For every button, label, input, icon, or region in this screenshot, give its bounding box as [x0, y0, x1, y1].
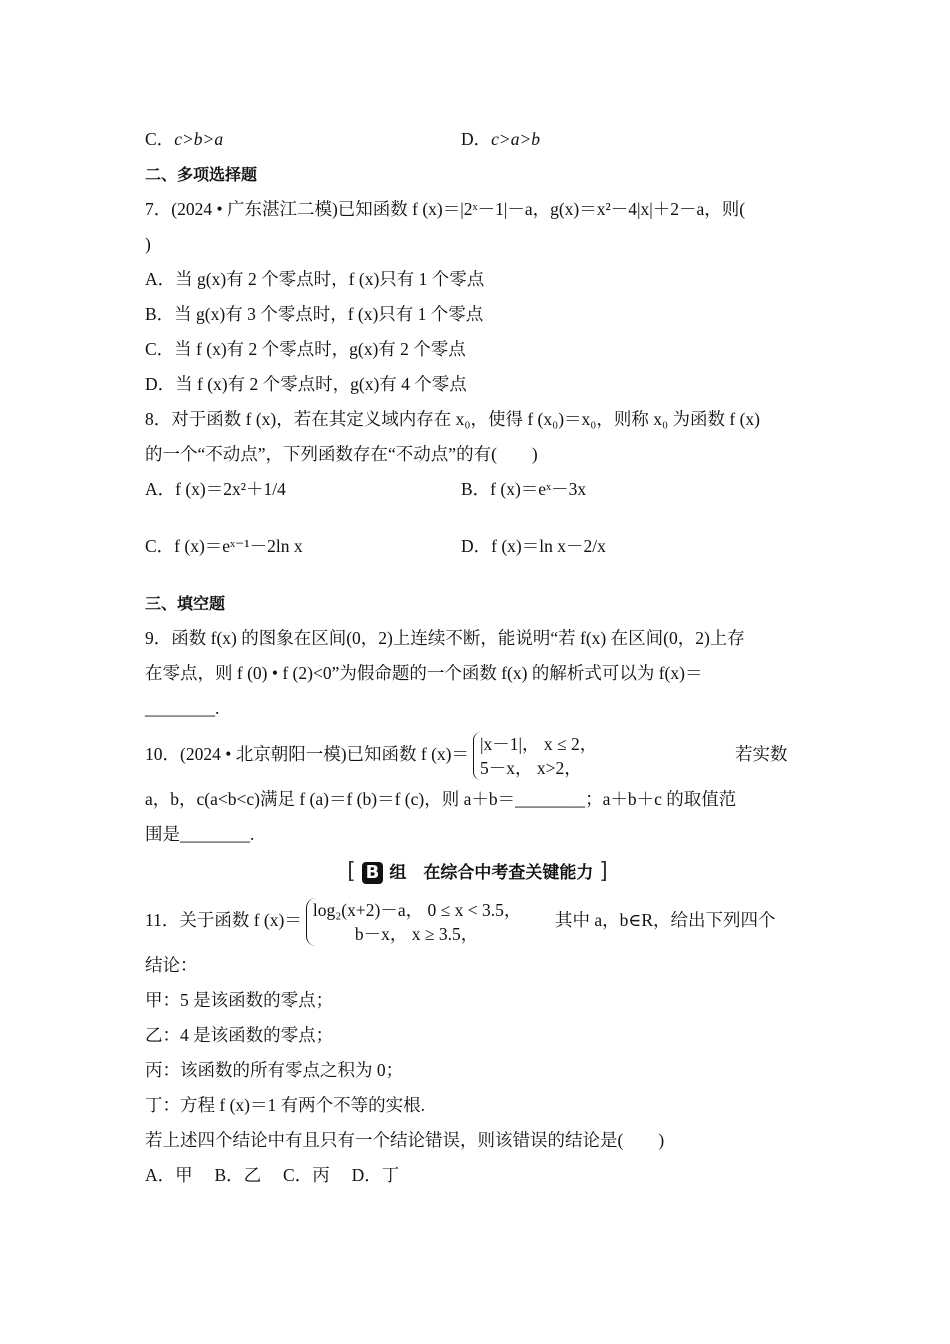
q11-piecewise	[306, 898, 521, 946]
q8-option-a: A．f (x)＝2x²＋1/4	[145, 479, 286, 499]
q11-statement-ding: 丁：方程 f (x)＝1 有两个不等的实根.	[145, 1095, 425, 1115]
q11-statement-jia: 甲：5 是该函数的零点；	[145, 990, 334, 1010]
q6-option-c: C．c>b>a	[145, 129, 224, 149]
q11-statement-yi: 乙：4 是该函数的零点；	[145, 1025, 334, 1045]
group-b-title: 组 在综合中考查关键能力	[389, 863, 594, 883]
q7-stem-line1: 7．(2024 • 广东湛江二模)已知函数 f (x)＝|2ˣ－1|－a，g(x)＝x²－4|x|＋2－a，则(	[145, 199, 746, 219]
q9-line1: 9．函数 f(x) 的图象在区间(0，2)上连续不断，能说明“若 f(x) 在区间(0，2)上存	[145, 628, 745, 648]
q7-option-b: B．当 g(x)有 3 个零点时，f (x)只有 1 个零点	[145, 304, 484, 324]
q11-stem-pre: 11．关于函数 f (x)＝	[145, 910, 302, 930]
document-page	[145, 122, 810, 1193]
q7-option-a: A．当 g(x)有 2 个零点时，f (x)只有 1 个零点	[145, 269, 485, 289]
q10-line2: a，b，c(a<b<c)满足 f (a)＝f (b)＝f (c)，则 a＋b＝________；a＋b＋c 的取值范	[145, 789, 737, 809]
q10-piece-1: |x－1|， x ≤ 2，	[480, 733, 598, 754]
q9-line2: 在零点，则 f (0) • f (2)<0”为假命题的一个函数 f(x) 的解析式可以为 f(x)＝	[145, 663, 703, 683]
q10-piece-2: 5－x， x>2，	[480, 757, 582, 778]
group-b-badge: B	[362, 862, 384, 884]
section-heading-multi: 二、多项选择题	[145, 165, 258, 184]
q8-option-d: D．f (x)＝ln x－2/x	[461, 536, 606, 556]
q11-piece-1: log₂(x+2)－a， 0 ≤ x < 3.5，	[312, 899, 522, 920]
q8-options-ab	[145, 472, 810, 529]
section-heading-fill: 三、填空题	[145, 594, 226, 613]
q6-option-d: D．c>a>b	[461, 129, 541, 149]
q10-piecewise	[473, 732, 597, 780]
q8-options-cd	[145, 529, 810, 586]
q8-stem-line2: 的一个“不动点”，下列函数存在“不动点”的有( )	[145, 444, 538, 464]
q7-stem-line2: )	[145, 234, 151, 254]
group-b-banner: [ B 组 在综合中考查关键能力 ]	[347, 859, 608, 884]
q10-line1	[145, 726, 810, 782]
q10-stem-pre: 10．(2024 • 北京朝阳一模)已知函数 f (x)＝	[145, 744, 470, 764]
q11-stem-post: 其中 a，b∈R，给出下列四个	[555, 910, 776, 930]
q7-option-c: C．当 f (x)有 2 个零点时，g(x)有 2 个零点	[145, 339, 466, 359]
q11-piece-2: b－x， x ≥ 3.5，	[354, 923, 479, 944]
q11-statement-bing: 丙：该函数的所有零点之积为 0；	[145, 1060, 404, 1080]
q11-line2: 结论：	[145, 955, 198, 975]
q8-stem-line1: 8．对于函数 f (x)，若在其定义域内存在 x₀，使得 f (x₀)＝x₀，则称 x₀ 为函数 f (x)	[145, 409, 760, 429]
q7-option-d: D．当 f (x)有 2 个零点时，g(x)有 4 个零点	[145, 374, 467, 394]
q8-option-b: B．f (x)＝eˣ－3x	[461, 479, 587, 499]
q11-question: 若上述四个结论中有且只有一个结论错误，则该错误的结论是( )	[145, 1130, 665, 1150]
q11-options: A．甲 B．乙 C．丙 D．丁	[145, 1165, 400, 1185]
q8-option-c: C．f (x)＝eˣ⁻¹－2ln x	[145, 536, 303, 556]
q11-line1	[145, 892, 810, 948]
q10-stem-post: 若实数	[735, 744, 788, 764]
q10-line3: 围是________.	[145, 824, 255, 844]
q9-line3: ________.	[145, 698, 220, 718]
q6-options-row	[145, 122, 810, 157]
